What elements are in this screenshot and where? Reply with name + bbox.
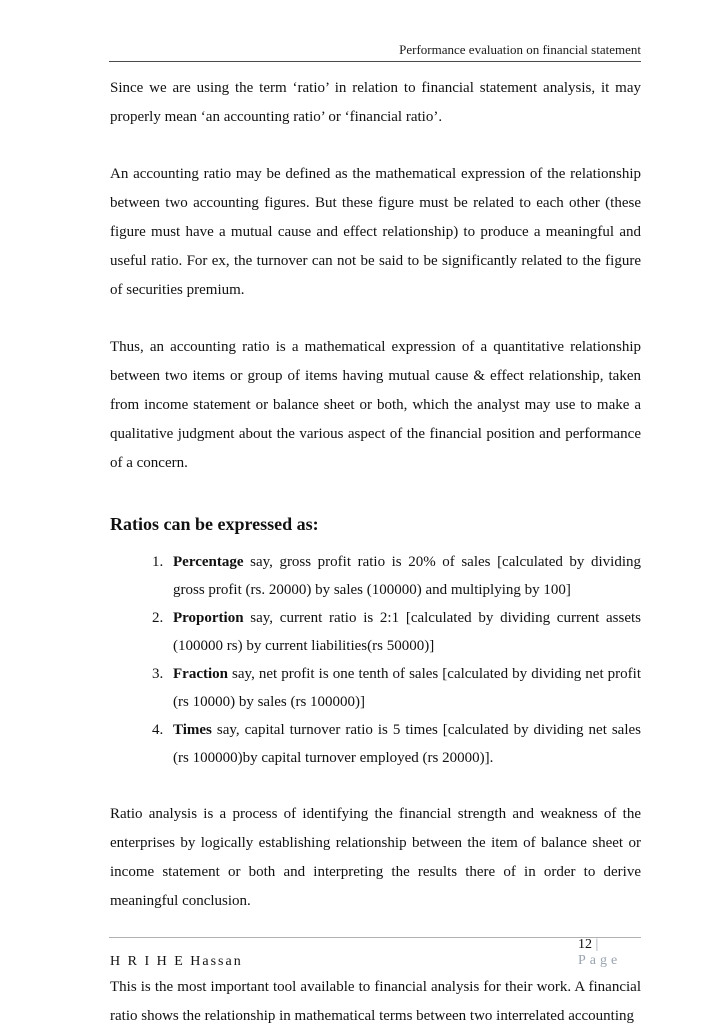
ratio-forms-list [110, 548, 641, 772]
list-text: say, current ratio is 2:1 [calculated by dividing current assets (100000 rs) by current liabilities(rs 50000)] [173, 610, 641, 654]
page-number-separator: | [591, 937, 599, 952]
list-item-proportion [167, 604, 641, 660]
paragraph-ratio-analysis: Ratio analysis is a process of identifying the financial strength and weakness of the enterprises by logically establishing relationship between the item of balance sheet or income statement or both and interpreting the results there of in order to derive meaningful conclusion. [110, 806, 641, 909]
list-item-percentage [167, 548, 641, 604]
list-text: say, capital turnover ratio is 5 times [calculated by dividing net sales (rs 100000)by capital turnover employed (rs 20000)]. [173, 722, 641, 766]
page-number [578, 937, 641, 969]
page-label: Page [577, 953, 622, 968]
list-term: Fraction [173, 666, 228, 682]
running-header: Performance evaluation on financial statement [399, 42, 641, 57]
list-text: say, net profit is one tenth of sales [calculated by dividing net profit (rs 10000) by sales (rs 100000)] [173, 666, 641, 710]
list-item-times [167, 716, 641, 772]
page-body [110, 74, 641, 1031]
list-term: Proportion [173, 610, 244, 626]
list-text: say, gross profit ratio is 20% of sales [calculated by dividing gross profit (rs. 20000) by sales (100000) and multiplying by 100] [173, 554, 641, 598]
paragraph-ratio-term: Since we are using the term ‘ratio’ in relation to financial statement analysis, it may properly mean ‘an accounting ratio’ or ‘financial ratio’. [110, 80, 641, 125]
header-rule [109, 61, 641, 62]
section-heading: Ratios can be expressed as: [110, 514, 319, 534]
paragraph-important-tool: This is the most important tool available to financial analysis for their work. A financial ratio shows the relationship in mathematical terms between two interrelated accounting [110, 979, 641, 1024]
list-term: Percentage [173, 554, 244, 570]
list-term: Times [173, 722, 212, 738]
page-number-value: 12 [577, 937, 592, 952]
list-item-fraction [167, 660, 641, 716]
footer-rule [109, 937, 641, 938]
author-footer: H R I H E Hassan [110, 954, 243, 969]
paragraph-quantitative-relationship: Thus, an accounting ratio is a mathematical expression of a quantitative relationship between two items or group of items having mutual cause & effect relationship, taken from income statement or balance sheet or both, which the analyst may use to make a qualitative judgment about the various aspect of the financial position and performance of a concern. [110, 339, 641, 471]
paragraph-accounting-ratio-definition: An accounting ratio may be defined as the mathematical expression of the relationship between two accounting figures. But these figure must be related to each other (these figure must have a mutual cause and effect relationship) to produce a meaningful and useful ratio. For ex, the turnover can not be said to be significantly related to the figure of securities premium. [110, 166, 641, 298]
